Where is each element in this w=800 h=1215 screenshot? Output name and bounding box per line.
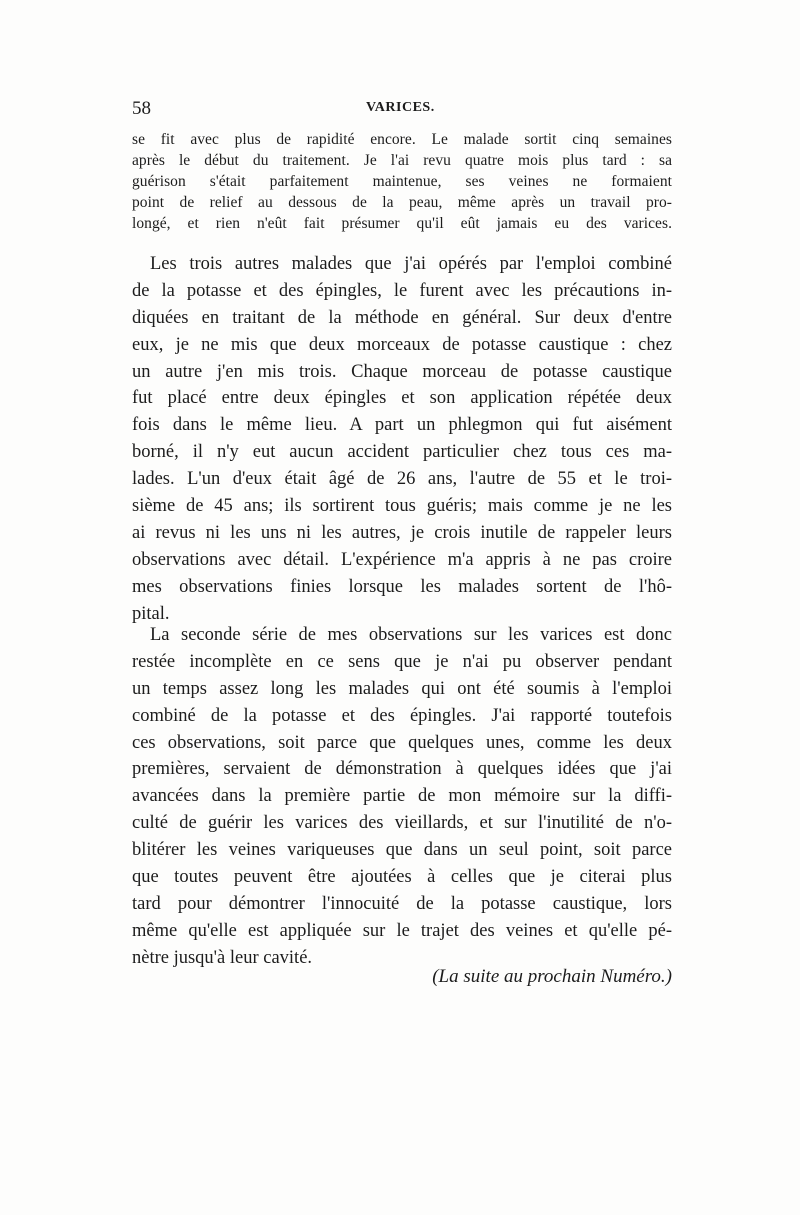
text-line: que toutes peuvent être ajoutées à celles que je citerai plus	[132, 867, 672, 888]
text-line: guérison s'était parfaitement maintenue, ses veines ne formaient	[132, 173, 672, 190]
text-line: longé, et rien n'eût fait présumer qu'il eût jamais eu des varices.	[132, 215, 672, 232]
text-line: pital.	[132, 603, 170, 624]
text-line: Les trois autres malades que j'ai opérés par l'emploi combiné	[150, 254, 672, 274]
text-line: après le début du traitement. Je l'ai revu quatre mois plus tard : sa	[132, 152, 672, 169]
text-line: diquées en traitant de la méthode en général. Sur deux d'entre	[132, 307, 672, 328]
running-title: VARICES.	[366, 100, 435, 115]
text-line: un autre j'en mis trois. Chaque morceau de potasse caustique	[132, 361, 672, 382]
text-line: observations avec détail. L'expérience m'a appris à ne pas croire	[132, 549, 672, 570]
text-line: ai revus ni les uns ni les autres, je crois inutile de rappeler leurs	[132, 522, 672, 543]
paragraph-continuation	[132, 129, 672, 234]
text-line: mes observations finies lorsque les malades sortent de l'hô-	[132, 576, 672, 597]
text-line: combiné de la potasse et des épingles. J'ai rapporté toutefois	[132, 705, 672, 726]
text-line: eux, je ne mis que deux morceaux de potasse caustique : chez	[132, 334, 672, 355]
text-line: même qu'elle est appliquée sur le trajet des veines et qu'elle pé-	[132, 920, 672, 941]
page-number: 58	[132, 98, 151, 119]
paragraph-other-patients	[132, 251, 672, 627]
text-line: sième de 45 ans; ils sortirent tous guéris; mais comme je ne les	[132, 496, 672, 517]
text-line: blitérer les veines variqueuses que dans un seul point, soit parce	[132, 840, 672, 861]
text-line: fut placé entre deux épingles et son application répétée deux	[132, 388, 672, 409]
running-head	[132, 98, 672, 122]
paragraph-second-series	[132, 622, 672, 972]
text-line: nètre jusqu'à leur cavité.	[132, 947, 313, 968]
text-line: tard pour démontrer l'innocuité de la potasse caustique, lors	[132, 893, 672, 914]
continuation-note: (La suite au prochain Numéro.)	[432, 966, 672, 987]
text-line: se fit avec plus de rapidité encore. Le malade sortit cinq semaines	[132, 131, 672, 148]
text-line: restée incomplète en ce sens que je n'ai pu observer pendant	[132, 651, 672, 672]
text-line: La seconde série de mes observations sur les varices est donc	[150, 625, 672, 645]
text-line: premières, servaient de démonstration à quelques idées que j'ai	[132, 759, 672, 780]
text-line: un temps assez long les malades qui ont été soumis à l'emploi	[132, 678, 672, 699]
text-line: point de relief au dessous de la peau, même après un travail pro-	[132, 194, 672, 211]
text-line: culté de guérir les varices des vieillards, et sur l'inutilité de n'o-	[132, 813, 672, 834]
text-line: borné, il n'y eut aucun accident particulier chez tous ces ma-	[132, 442, 672, 463]
text-line: de la potasse et des épingles, le furent avec les précautions in-	[132, 280, 672, 301]
text-line: lades. L'un d'eux était âgé de 26 ans, l'autre de 55 et le troi-	[132, 469, 672, 490]
text-line: avancées dans la première partie de mon mémoire sur la diffi-	[132, 786, 672, 807]
text-line: ces observations, soit parce que quelques unes, comme les deux	[132, 732, 672, 753]
text-line: fois dans le même lieu. A part un phlegmon qui fut aisément	[132, 415, 672, 436]
